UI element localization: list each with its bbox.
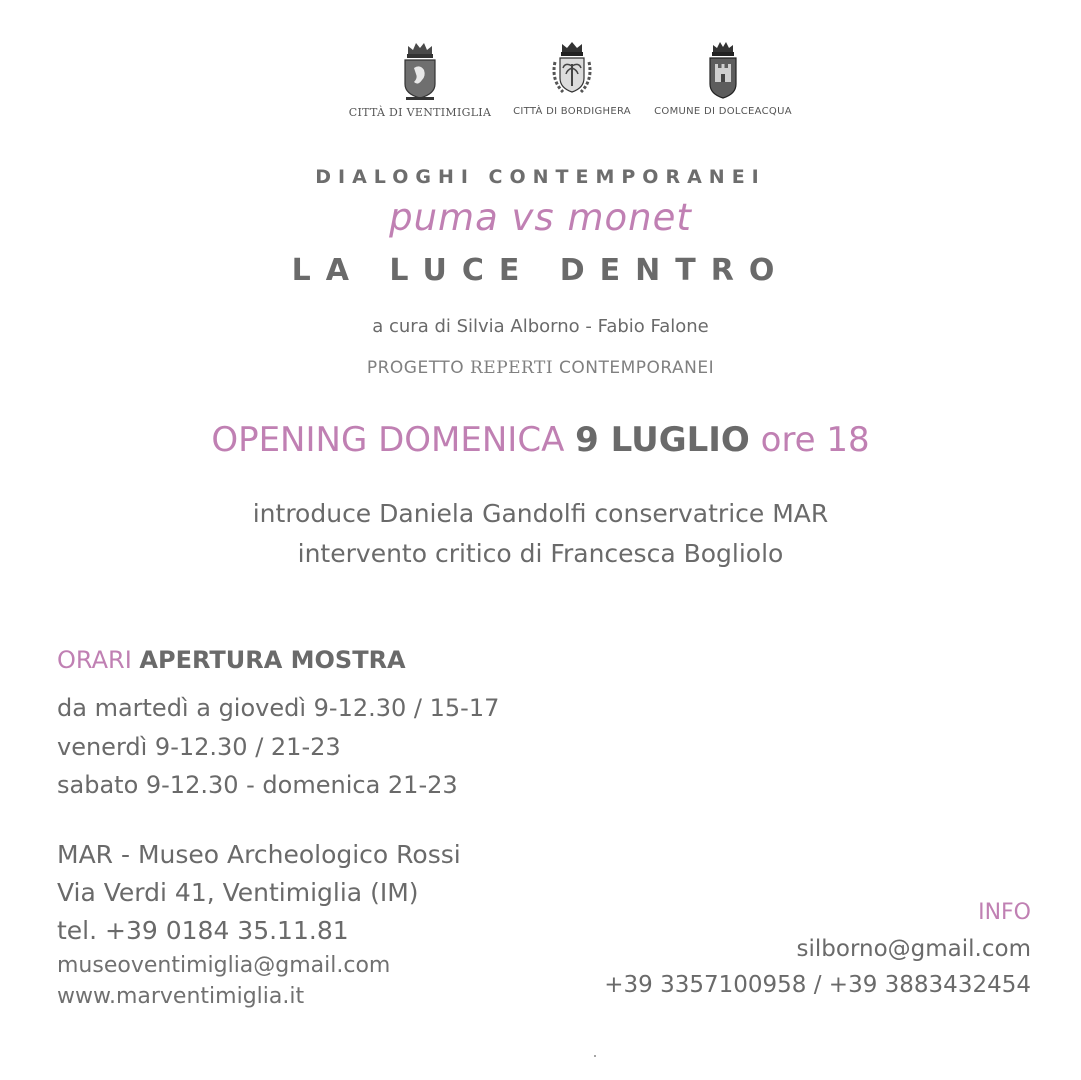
hours-line: da martedì a giovedì 9-12.30 / 15-17	[57, 694, 500, 722]
series-title: DIALOGHI CONTEMPORANEI	[315, 166, 766, 188]
venue-website[interactable]: www.marventimiglia.it	[57, 984, 305, 1009]
dolceacqua-coat-of-arms-icon	[705, 40, 741, 102]
bordighera-coat-of-arms-icon	[549, 40, 595, 102]
info-phones: +39 3357100958 / +39 3883432454	[604, 972, 1031, 998]
project-word-reperti: REPERTI	[469, 358, 554, 378]
opening-prefix: OPENING DOMENICA	[211, 420, 565, 460]
crest-label-dolceacqua: COMUNE DI DOLCEACQUA	[654, 106, 792, 117]
hours-heading	[57, 646, 406, 674]
venue-address: Via Verdi 41, Ventimiglia (IM)	[57, 878, 419, 907]
hours-heading-accent: ORARI	[57, 646, 132, 674]
opening-time: ore 18	[760, 420, 870, 460]
speaker-line: introduce Daniela Gandolfi conservatrice MAR	[252, 499, 829, 528]
ventimiglia-coat-of-arms-icon	[400, 40, 440, 102]
project-word-contemporanei: CONTEMPORANEI	[559, 358, 715, 378]
speaker-line: intervento critico di Francesca Bogliolo	[297, 539, 784, 568]
crest-label-ventimiglia: CITTÀ DI VENTIMIGLIA	[348, 106, 492, 119]
decorative-dot	[594, 1055, 596, 1057]
project-word-progetto: PROGETTO	[366, 358, 465, 378]
crest-dolceacqua	[652, 40, 794, 117]
curators-line: a cura di Silvia Alborno - Fabio Falone	[372, 316, 709, 337]
artists-title: puma vs monet	[389, 196, 692, 239]
hours-line: sabato 9-12.30 - domenica 21-23	[57, 771, 458, 799]
speakers-block	[0, 494, 1081, 574]
info-heading: INFO	[978, 900, 1031, 925]
info-email[interactable]: silborno@gmail.com	[796, 936, 1031, 962]
hours-line: venerdì 9-12.30 / 21-23	[57, 732, 341, 761]
crest-label-bordighera: CITTÀ DI BORDIGHERA	[513, 106, 631, 117]
hours-list	[57, 689, 499, 805]
venue-phone: tel. +39 0184 35.11.81	[57, 916, 349, 945]
venue-block	[57, 836, 461, 950]
crest-ventimiglia	[340, 40, 500, 119]
hours-heading-main: APERTURA MOSTRA	[139, 646, 406, 674]
crest-bordighera	[508, 40, 636, 117]
venue-name: MAR - Museo Archeologico Rossi	[57, 840, 461, 869]
opening-line	[0, 420, 1081, 460]
venue-email[interactable]: museoventimiglia@gmail.com	[57, 953, 391, 978]
exhibition-title: LA LUCE DENTRO	[291, 253, 790, 288]
project-line	[0, 358, 1081, 378]
opening-date: 9 LUGLIO	[575, 420, 750, 460]
venue-contacts	[57, 950, 390, 1012]
